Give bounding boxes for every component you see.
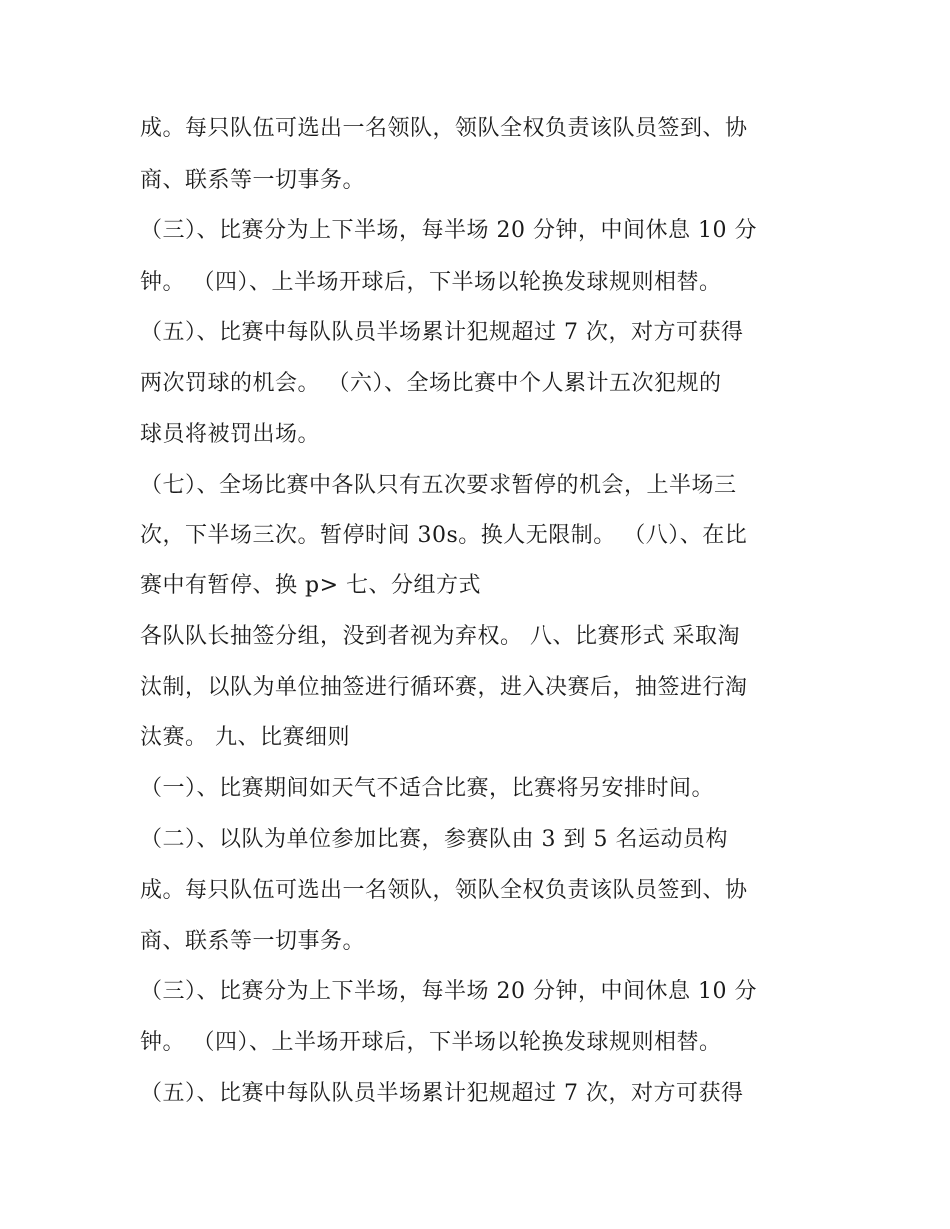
text-line: 成。每只队伍可选出一名领队，领队全权负责该队员签到、协 (140, 116, 748, 141)
text-line: （五）、比赛中每队队员半场累计犯规超过 7 次，对方可获得 (140, 1081, 744, 1106)
text-line: 钟。 （四）、上半场开球后，下半场以轮换发球规则相替。 (140, 270, 722, 295)
text-line: 各队队长抽签分组，没到者视为弃权。 八、比赛形式 采取淘 (140, 624, 740, 649)
text-line: （三）、比赛分为上下半场，每半场 20 分钟，中间休息 10 分 (140, 218, 757, 243)
text-line: （五）、比赛中每队队员半场累计犯规超过 7 次，对方可获得 (140, 320, 744, 345)
text-line: 次，下半场三次。暂停时间 30s。换人无限制。 （八）、在比 (140, 523, 748, 548)
text-line: 汰制，以队为单位抽签进行循环赛，进入决赛后，抽签进行淘 (140, 675, 748, 700)
text-line: （三）、比赛分为上下半场，每半场 20 分钟，中间休息 10 分 (140, 979, 757, 1004)
text-line: 两次罚球的机会。 （六）、全场比赛中个人累计五次犯规的 (140, 371, 722, 396)
text-line: 成。每只队伍可选出一名领队，领队全权负责该队员签到、协 (140, 878, 748, 903)
text-line: 钟。 （四）、上半场开球后，下半场以轮换发球规则相替。 (140, 1030, 722, 1055)
text-line: 球员将被罚出场。 (140, 422, 321, 447)
text-line: （二）、以队为单位参加比赛，参赛队由 3 到 5 名运动员构 (140, 827, 728, 852)
text-line: 商、联系等一切事务。 (140, 168, 366, 193)
text-line: （一）、比赛期间如天气不适合比赛，比赛将另安排时间。 (140, 776, 715, 801)
text-line: 赛中有暂停、换 p> 七、分组方式 (140, 573, 482, 598)
text-line: （七）、全场比赛中各队只有五次要求暂停的机会，上半场三 (140, 473, 737, 498)
text-line: 商、联系等一切事务。 (140, 929, 366, 954)
text-line: 汰赛。 九、比赛细则 (140, 725, 350, 750)
